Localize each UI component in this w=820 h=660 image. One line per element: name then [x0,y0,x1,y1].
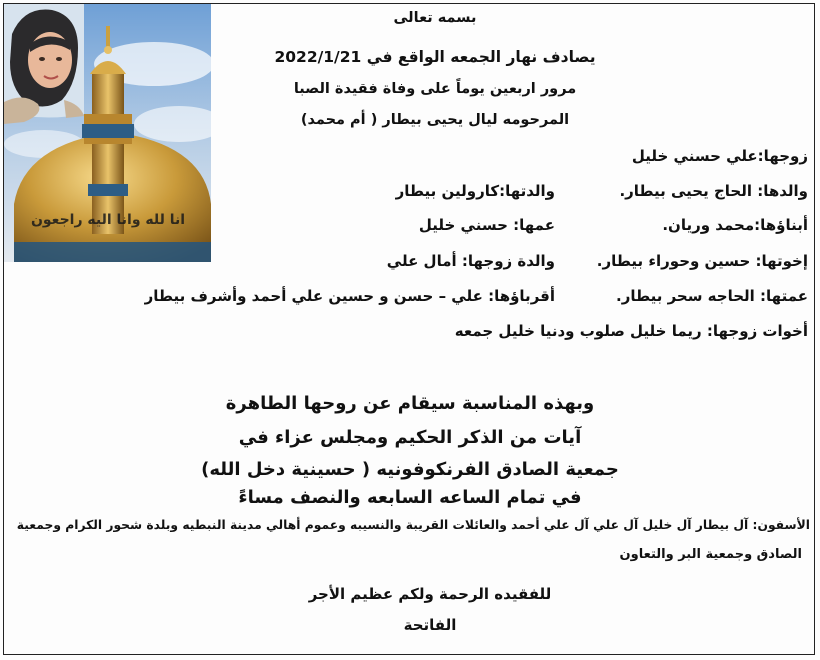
announcement-line-1: وبهذه المناسبة سيقام عن روحها الطاهرة [225,393,595,414]
header-deceased-name: المرحومه ليال يحيى بيطار ( أم محمد) [300,112,570,128]
announcement-line-3: جمعية الصادق الفرنكوفونيه ( حسينية دخل الله) [201,459,619,480]
family-mother: والدتها:كارولين بيطار [395,182,555,200]
closing-fatiha: الفاتحة [403,616,457,634]
family-sisters-in-law: أخوات زوجها: ريما خليل صلوب ودنيا خليل جمعه [454,322,808,340]
mourners-line-2: الصادق وجمعية البر والتعاون [619,547,802,562]
header-basmala: بسمه تعالى [393,10,477,26]
portrait [4,4,84,124]
header-forty-days-line: مرور اربعين يوماً على وفاة فقيدة الصبا [293,81,577,97]
family-husband: زوجها:علي حسني خليل [631,147,808,165]
mourners-line-1: الأسفون: آل بيطار آل خليل آل علي آل علي أحمد والعائلات القريبة والنسيبه وعموم أهالي مدينة النبطيه وبلدة شحور الكرام وجمعية [16,518,810,532]
photo-watermark-text: انا لله وانا اليه راجعون [30,212,186,228]
closing-condolence: للفقيده الرحمة ولكم عظيم الأجر [308,585,552,603]
announcement-line-2: آيات من الذكر الحكيم ومجلس عزاء في [238,427,582,448]
family-uncle: عمها: حسني خليل [418,216,555,234]
family-siblings: إخوتها: حسين وحوراء بيطار. [596,252,808,270]
family-children: أبناؤها:محمد وريان. [662,216,808,234]
header-date-line: يصادف نهار الجمعه الواقع في 2022/1/21 [274,48,596,66]
family-mother-in-law: والدة زوجها: أمال علي [386,252,555,270]
family-relatives: أقرباؤها: علي – حسن و حسين علي أحمد وأشرف بيطار [144,287,555,305]
family-father: والدها: الحاج يحيى بيطار. [619,182,808,200]
memorial-photo [4,4,211,262]
announcement-line-4: في تمام الساعه السابعه والنصف مساءً [238,487,582,508]
family-aunt: عمتها: الحاجه سحر بيطار. [616,287,808,305]
